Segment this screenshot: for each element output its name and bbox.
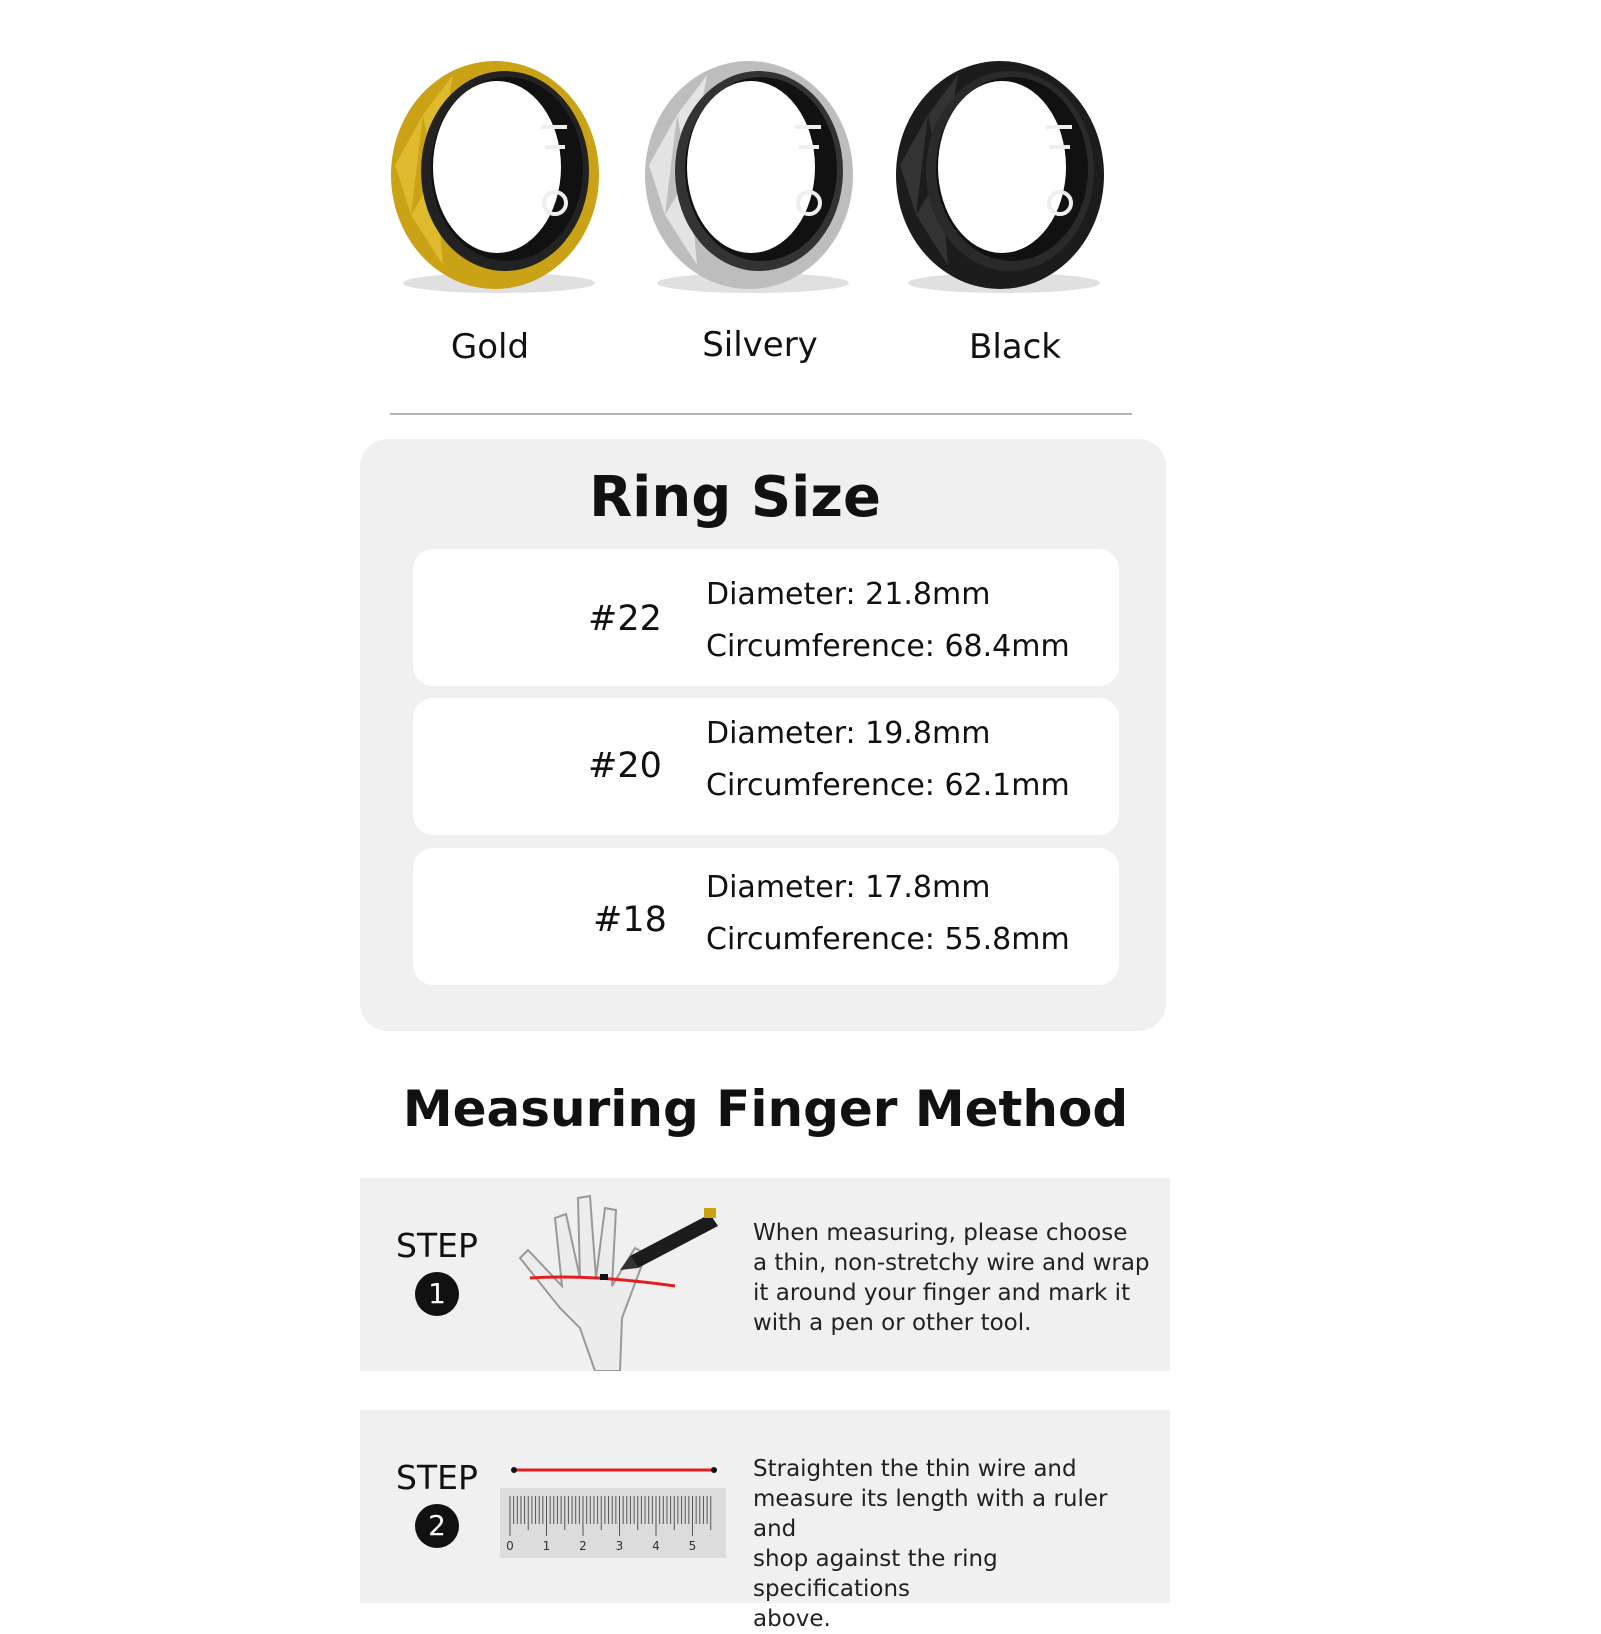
- step-text-line: above.: [753, 1606, 831, 1632]
- step-text-line: measure its length with a ruler and: [753, 1486, 1108, 1542]
- size-diameter: Diameter: 17.8mm: [706, 870, 991, 905]
- color-label-black: Black: [969, 327, 1061, 367]
- step-2-description: [753, 1454, 1153, 1634]
- size-circumference: Circumference: 62.1mm: [706, 768, 1070, 803]
- hand-illustration: [500, 1178, 730, 1371]
- step-label: STEP: [396, 1226, 478, 1265]
- ruler-ticks: [500, 1488, 726, 1558]
- ring-gold-graphic: [383, 55, 607, 295]
- ring-gold-image: [383, 55, 607, 295]
- size-card-22: [413, 549, 1119, 686]
- size-card-20: [413, 698, 1119, 835]
- step-text-line: shop against the ring specifications: [753, 1546, 998, 1602]
- step-1-description: [753, 1218, 1153, 1338]
- size-circumference: Circumference: 55.8mm: [706, 922, 1070, 957]
- section-divider: [390, 413, 1132, 415]
- size-card-18: [413, 848, 1119, 985]
- step-label: STEP: [396, 1458, 478, 1497]
- ring-size-title: Ring Size: [589, 465, 881, 530]
- ruler-label: 1: [542, 1539, 551, 1553]
- size-number: #18: [593, 900, 667, 940]
- step-text-line: it around your finger and mark it: [753, 1280, 1131, 1306]
- ruler-label: 3: [615, 1539, 624, 1553]
- size-number: #22: [588, 599, 662, 639]
- ruler-label: 2: [579, 1539, 587, 1553]
- step-text-line: When measuring, please choose: [753, 1220, 1128, 1246]
- step-text-line: Straighten the thin wire and: [753, 1456, 1077, 1482]
- color-label-gold: Gold: [450, 327, 530, 367]
- ring-silvery-graphic: [637, 55, 861, 295]
- ruler-label: 5: [688, 1539, 697, 1553]
- step-number-badge: 2: [415, 1504, 459, 1548]
- ring-black-image: [888, 55, 1112, 295]
- ruler-label: 0: [506, 1539, 514, 1553]
- size-diameter: Diameter: 19.8mm: [706, 716, 991, 751]
- size-number: #20: [588, 746, 662, 786]
- size-diameter: Diameter: 21.8mm: [706, 577, 991, 612]
- ring-black-graphic: [888, 55, 1112, 295]
- step-number-badge: 1: [415, 1272, 459, 1316]
- method-title: Measuring Finger Method: [402, 1080, 1129, 1138]
- step-text-line: a thin, non-stretchy wire and wrap: [753, 1250, 1150, 1276]
- ruler-label: 4: [652, 1539, 660, 1553]
- step-1-panel: [360, 1178, 1170, 1371]
- size-circumference: Circumference: 68.4mm: [706, 629, 1070, 664]
- step-2-panel: [360, 1410, 1170, 1632]
- ring-silvery-image: [637, 55, 861, 295]
- color-label-silvery: Silvery: [702, 325, 818, 365]
- step-text-line: with a pen or other tool.: [753, 1310, 1032, 1336]
- ruler: [500, 1488, 726, 1558]
- ring-size-panel: [360, 439, 1166, 1031]
